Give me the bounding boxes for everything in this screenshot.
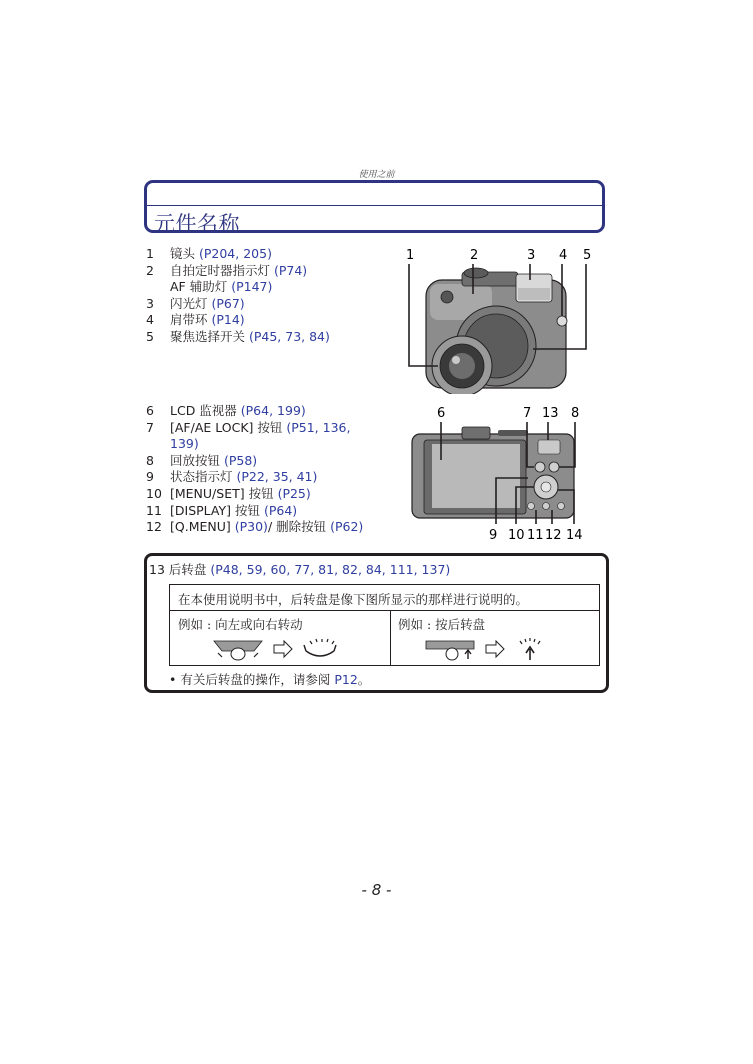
callout-4: 4 <box>559 248 568 263</box>
title-rule <box>147 205 602 206</box>
list-item: AF 辅助灯 (P147) <box>170 279 273 295</box>
rear-dial-section <box>144 553 609 693</box>
rear-dial-table <box>169 584 600 666</box>
list-item: 3 闪光灯 (P67) <box>146 295 245 311</box>
callout-3: 3 <box>527 248 536 263</box>
list-item: 9 状态指示灯 (P22, 35, 41) <box>146 469 318 485</box>
camera-front-illustration <box>396 244 596 394</box>
callout-2: 2 <box>470 248 479 263</box>
parts-list-front <box>146 246 396 346</box>
list-item: 11 [DISPLAY] 按钮 (P64) <box>146 502 298 518</box>
page-ref-link[interactable]: (P147) <box>231 279 273 295</box>
rear-dial-heading: 13 后转盘 (P48, 59, 60, 77, 81, 82, 84, 111, 137) <box>149 562 451 577</box>
list-item: 6 LCD 监视器 (P64, 199) <box>146 403 306 418</box>
list-item: 2 自拍定时器指示灯 (P74) <box>146 262 308 278</box>
list-item: 4 肩带环 (P14) <box>146 312 245 328</box>
page-ref-link[interactable]: (P22, 35, 41) <box>236 469 318 485</box>
section-header: 使用之前 <box>358 170 395 180</box>
callout-8: 8 <box>571 406 580 421</box>
callout-5: 5 <box>583 248 592 263</box>
callout-14: 14 <box>566 528 583 543</box>
page-ref-link[interactable]: (P25) <box>277 485 311 501</box>
list-item: 12 [Q.MENU] (P30)/ 删除按钮 (P62) <box>146 519 364 535</box>
callout-13: 13 <box>542 406 559 421</box>
camera-back-illustration <box>406 402 596 544</box>
page-ref-link[interactable]: (P67) <box>211 295 245 311</box>
dial-press-icon <box>422 635 572 663</box>
list-item: 5 聚焦选择开关 (P45, 73, 84) <box>146 328 330 344</box>
callout-10: 10 <box>508 528 525 543</box>
page-ref-link[interactable]: (P64) <box>263 502 298 518</box>
parts-list-back <box>146 403 396 536</box>
page-ref-link[interactable]: (P48, 59, 60, 77, 81, 82, 84, 111, 137) <box>210 562 451 577</box>
page-ref-link[interactable]: (P64, 199) <box>240 403 306 418</box>
page-ref-link[interactable]: (P74) <box>273 262 308 278</box>
list-item: 1 镜头 (P204, 205) <box>146 246 272 261</box>
page-ref-link[interactable]: (P45, 73, 84) <box>248 328 330 344</box>
callout-1: 1 <box>406 248 415 263</box>
dial-intro: 在本使用说明书中，后转盘是像下图所显示的那样进行说明的。 <box>178 592 529 607</box>
list-item: 8 回放按钮 (P58) <box>146 452 258 468</box>
title-box <box>144 180 605 236</box>
page-ref-link[interactable]: (P30) <box>234 519 268 535</box>
callout-7: 7 <box>523 406 532 421</box>
page-number: - 8 - <box>361 881 392 899</box>
list-item: 7 [AF/AE LOCK] 按钮 (P51, 136, <box>146 419 351 435</box>
dial-turn-icon <box>210 635 360 663</box>
callout-6: 6 <box>437 406 446 421</box>
page-ref-link[interactable]: (P51, 136, <box>286 419 351 435</box>
callout-11: 11 <box>527 528 544 543</box>
callout-12: 12 <box>545 528 562 543</box>
example-press-label: 例如 : 按后转盘 <box>398 617 486 632</box>
list-item: 10 [MENU/SET] 按钮 (P25) <box>146 485 311 501</box>
callout-9: 9 <box>489 528 498 543</box>
page-ref-link[interactable]: 139) <box>170 436 199 452</box>
page-ref-link[interactable]: (P62) <box>330 519 364 535</box>
page-ref-link[interactable]: P12 <box>334 672 358 687</box>
page-title: 元件名称 <box>154 212 240 236</box>
page-ref-link[interactable]: (P14) <box>211 312 245 328</box>
list-item <box>146 436 396 453</box>
page-ref-link[interactable]: (P58) <box>223 452 258 468</box>
page-ref-link[interactable]: (P204, 205) <box>198 246 272 261</box>
dial-note: • 有关后转盘的操作，请参阅 P12。 <box>169 672 371 687</box>
example-turn-label: 例如 : 向左或向右转动 <box>178 617 303 632</box>
